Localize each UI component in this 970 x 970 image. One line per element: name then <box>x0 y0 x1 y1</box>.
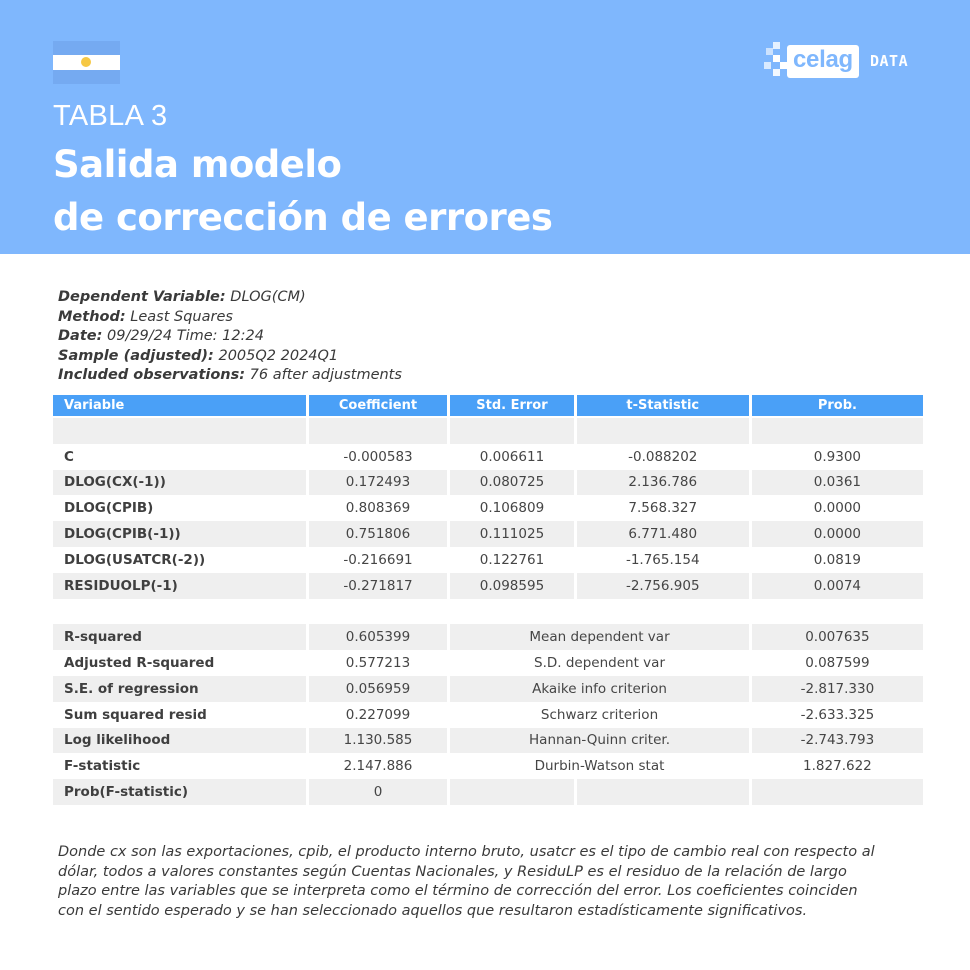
meta-line: Method: Least Squares <box>58 308 233 325</box>
table-cell <box>752 599 923 625</box>
argentina-flag-icon <box>53 41 120 84</box>
row-label: Adjusted R-squared <box>64 655 215 672</box>
stat-label: Akaike info criterion <box>450 676 749 702</box>
stat-label: Durbin-Watson stat <box>534 758 665 775</box>
table-row <box>53 547 923 573</box>
row-label: Log likelihood <box>53 728 306 754</box>
row-label: C <box>64 448 74 465</box>
table-cell: 2.147.886 <box>343 758 413 775</box>
col-header: Std. Error <box>450 395 573 418</box>
row-label: R-squared <box>53 624 306 650</box>
table-cell: 0.080725 <box>450 470 573 496</box>
table-cell: 0.087599 <box>805 655 870 672</box>
row-label: Sum squared resid <box>64 706 207 723</box>
table-cell <box>577 779 749 805</box>
table-cell <box>577 599 749 625</box>
table-cell: 0.007635 <box>752 624 923 650</box>
meta-line: Dependent Variable: DLOG(CM) <box>58 289 306 305</box>
table-cell: 0.0361 <box>752 470 923 496</box>
col-header: Coefficient <box>309 395 447 418</box>
table-cell: 0.111025 <box>450 521 573 547</box>
header-banner <box>0 0 970 254</box>
regression-metadata <box>58 288 402 386</box>
row-label: DLOG(USATCR(-2)) <box>64 551 206 568</box>
table-row <box>53 753 923 779</box>
table-row <box>53 779 923 805</box>
footnote: Donde cx son las exportaciones, cpib, el producto interno bruto, usatcr es el tipo de cambio real con respecto al dólar, todos a valores constantes según Cuentas Nacionales, y ResiduLP es el residuo de la relación de largo plazo entre las variables que se interpreta como el término de corrección del error. Los coeficientes coinciden con el sentido esperado y se han seleccionado aquellos que resultaron estadísticamente significativos. <box>58 844 875 919</box>
table-cell: 1.827.622 <box>803 758 872 775</box>
table-cell: 0.122761 <box>479 551 545 568</box>
table-cell: 0.006611 <box>479 448 545 465</box>
table-cell: -2.756.905 <box>577 573 749 599</box>
table-cell: 0.751806 <box>309 521 447 547</box>
celag-data-logo <box>764 42 914 79</box>
page-title <box>53 138 552 244</box>
col-header: Variable <box>53 395 306 418</box>
meta-line: Sample (adjusted): 2005Q2 2024Q1 <box>58 347 339 364</box>
table-cell <box>577 418 749 444</box>
table-cell: 0.056959 <box>309 676 447 702</box>
table-cell <box>309 599 447 625</box>
table-row <box>53 470 923 496</box>
table-cell: 0.808369 <box>345 500 411 517</box>
table-cell: -2.743.793 <box>752 728 923 754</box>
row-label: DLOG(CX(-1)) <box>53 470 306 496</box>
logo-text: celag <box>793 46 853 73</box>
table-cell: -0.216691 <box>343 551 413 568</box>
table-header-row <box>53 395 923 418</box>
table-cell: -2.633.325 <box>800 706 875 723</box>
table-row <box>53 624 923 650</box>
row-label: RESIDUOLP(-1) <box>53 573 306 599</box>
table-cell: 0.227099 <box>345 706 411 723</box>
table-cell <box>450 599 573 625</box>
table-cell: 0.106809 <box>479 500 545 517</box>
row-label: F-statistic <box>64 758 141 775</box>
stat-label: Mean dependent var <box>450 624 749 650</box>
table-cell: 6.771.480 <box>577 521 749 547</box>
logo-badge <box>787 45 859 78</box>
stat-label: Hannan-Quinn criter. <box>450 728 749 754</box>
title-line-2: de corrección de errores <box>53 196 553 239</box>
table-cell: 0.0000 <box>813 500 862 517</box>
table-row <box>53 650 923 676</box>
stat-label: Schwarz criterion <box>540 706 659 723</box>
row-label <box>53 418 306 444</box>
table-cell: -2.817.330 <box>752 676 923 702</box>
table-cell <box>450 418 573 444</box>
table-cell: 1.130.585 <box>309 728 447 754</box>
table-cell: -1.765.154 <box>625 551 700 568</box>
table-cell: 0.0074 <box>752 573 923 599</box>
row-label: DLOG(CPIB(-1)) <box>53 521 306 547</box>
table-row <box>53 702 923 728</box>
meta-line: Date: 09/29/24 Time: 12:24 <box>58 328 264 344</box>
table-spacer-row <box>53 599 923 625</box>
table-cell: 0.098595 <box>450 573 573 599</box>
row-label: DLOG(CPIB) <box>64 500 154 517</box>
table-cell: -0.271817 <box>309 573 447 599</box>
table-row <box>53 495 923 521</box>
col-header: Prob. <box>752 395 923 418</box>
row-label <box>53 599 306 625</box>
table-cell: 0.0819 <box>813 551 862 568</box>
table-cell: 0 <box>309 779 447 805</box>
table-cell: -0.088202 <box>628 448 698 465</box>
logo-suffix: DATA <box>870 52 909 70</box>
table-cell: 0.605399 <box>309 624 447 650</box>
table-cell: 0.9300 <box>813 448 862 465</box>
table-row <box>53 444 923 470</box>
row-label: Prob(F-statistic) <box>53 779 306 805</box>
table-cell <box>450 779 573 805</box>
table-row <box>53 728 923 754</box>
stat-label: S.D. dependent var <box>534 655 665 672</box>
table-kicker: TABLA 3 <box>53 100 168 132</box>
table-cell: 7.568.327 <box>628 500 698 517</box>
table-cell <box>309 418 447 444</box>
regression-table <box>50 395 926 805</box>
table-cell <box>752 779 923 805</box>
row-label: S.E. of regression <box>53 676 306 702</box>
table-cell: 0.577213 <box>345 655 411 672</box>
table-row <box>53 573 923 599</box>
meta-line: Included observations: 76 after adjustments <box>58 367 402 383</box>
table-row <box>53 676 923 702</box>
table-cell: -0.000583 <box>343 448 413 465</box>
table-cell: 0.0000 <box>752 521 923 547</box>
table-row <box>53 521 923 547</box>
table-spacer-row <box>53 418 923 444</box>
col-header: t-Statistic <box>577 395 749 418</box>
title-line-1: Salida modelo <box>53 143 342 186</box>
table-cell: 2.136.786 <box>577 470 749 496</box>
sun-icon <box>81 57 91 67</box>
table-cell: 0.172493 <box>309 470 447 496</box>
table-cell <box>752 418 923 444</box>
